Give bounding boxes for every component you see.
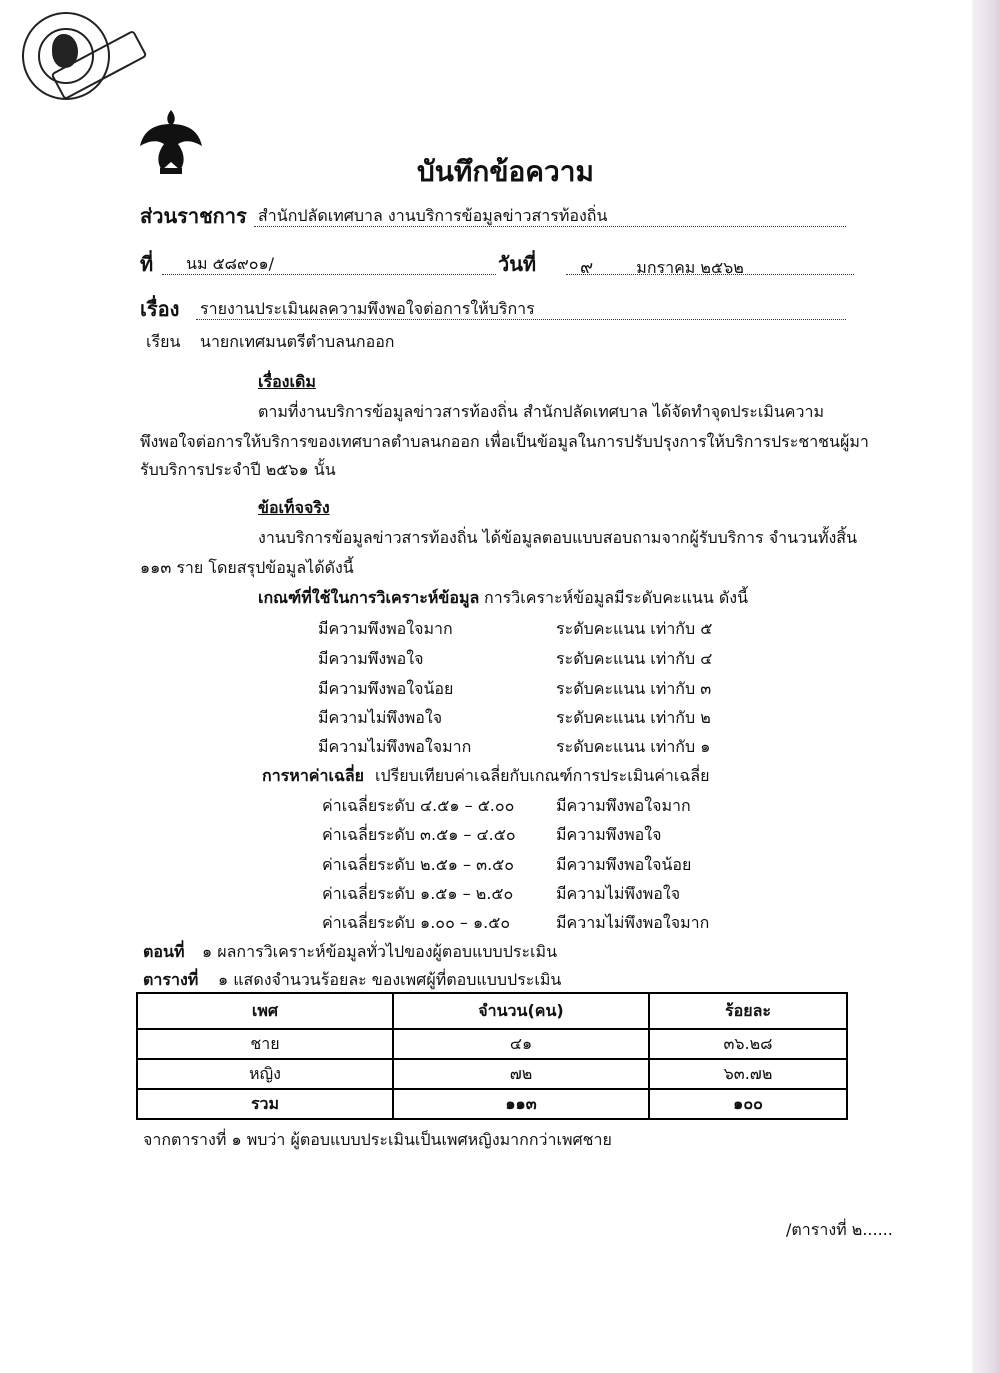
table-row (137, 1029, 847, 1059)
average-text: เปรียบเทียบค่าเฉลี่ยกับเกณฑ์การประเมินค่าเฉลี่ย (375, 766, 710, 785)
average-range: ค่าเฉลี่ยระดับ ๓.๕๑ – ๔.๕๐ (322, 825, 516, 844)
table-cell: ๑๐๐ (649, 1089, 847, 1119)
part1-label: ตอนที่ (143, 942, 185, 961)
table-header: เพศ (137, 993, 393, 1029)
criteria-level-name: มีความพึงพอใจมาก (318, 619, 453, 638)
criteria-label: เกณฑ์ที่ใช้ในการวิเคราะห์ข้อมูล (258, 588, 480, 607)
table1-label: ตารางที่ (143, 970, 199, 989)
number-value: นม ๕๘๙๐๑/ (186, 254, 275, 273)
criteria-level-score: ระดับคะแนน เท่ากับ ๑ (556, 737, 711, 756)
subject-value: รายงานประเมินผลความพึงพอใจต่อการให้บริการ (200, 299, 535, 318)
table-cell: ๖๓.๗๒ (649, 1059, 847, 1089)
table-header: จำนวน(คน) (393, 993, 649, 1029)
average-range: ค่าเฉลี่ยระดับ ๑.๐๐ – ๑.๕๐ (322, 913, 511, 932)
average-meaning: มีความไม่พึงพอใจ (556, 884, 681, 903)
table-header-row (137, 993, 847, 1029)
facts-line-1: งานบริการข้อมูลข่าวสารท้องถิ่น ได้ข้อมูลตอบแบบสอบถามจากผู้รับบริการ จำนวนทั้งสิ้น (258, 528, 857, 547)
average-meaning: มีความพึงพอใจ (556, 825, 662, 844)
date-day: ๙ (580, 257, 594, 278)
date-label: วันที่ (498, 252, 537, 276)
table-cell: ชาย (137, 1029, 393, 1059)
criteria-text: การวิเคราะห์ข้อมูลมีระดับคะแนน ดังนี้ (484, 588, 749, 607)
criteria-level-name: มีความไม่พึงพอใจมาก (318, 737, 472, 756)
average-range: ค่าเฉลี่ยระดับ ๑.๕๑ – ๒.๕๐ (322, 884, 514, 903)
subject-label: เรื่อง (140, 297, 180, 321)
table-cell: ๑๑๓ (393, 1089, 649, 1119)
continued-marker: /ตารางที่ ๒...... (786, 1220, 893, 1239)
average-label: การหาค่าเฉลี่ย (262, 766, 365, 785)
average-range: ค่าเฉลี่ยระดับ ๔.๕๑ – ๕.๐๐ (322, 796, 515, 815)
table-header: ร้อยละ (649, 993, 847, 1029)
number-field (162, 252, 496, 275)
table-cell: หญิง (137, 1059, 393, 1089)
table-cell: ๔๑ (393, 1029, 649, 1059)
average-meaning: มีความพึงพอใจมาก (556, 796, 691, 815)
facts-line-2: ๑๑๓ ราย โดยสรุปข้อมูลได้ดังนี้ (140, 558, 354, 577)
garuda-emblem-icon (136, 106, 206, 178)
table-cell: รวม (137, 1089, 393, 1119)
date-month-year: มกราคม ๒๕๖๒ (636, 258, 744, 277)
page-edge-shadow (972, 0, 1000, 1373)
average-meaning: มีความไม่พึงพอใจมาก (556, 913, 710, 932)
dept-value: สำนักปลัดเทศบาล งานบริการข้อมูลข่าวสารท้องถิ่น (258, 206, 608, 225)
facts-heading: ข้อเท็จจริง (258, 498, 330, 517)
table-cell: ๓๖.๒๘ (649, 1029, 847, 1059)
memo-title: บันทึกข้อความ (417, 155, 594, 188)
table-cell: ๗๒ (393, 1059, 649, 1089)
criteria-level-score: ระดับคะแนน เท่ากับ ๒ (556, 708, 711, 727)
average-meaning: มีความพึงพอใจน้อย (556, 855, 692, 874)
background-line-3: รับบริการประจำปี ๒๕๖๑ นั้น (140, 460, 336, 479)
to-label: เรียน (146, 332, 181, 351)
table1-caption: ๑ แสดงจำนวนร้อยละ ของเพศผู้ที่ตอบแบบประเมิน (218, 970, 562, 989)
average-range: ค่าเฉลี่ยระดับ ๒.๕๑ – ๓.๕๐ (322, 855, 515, 874)
part1-text: ๑ ผลการวิเคราะห์ข้อมูลทั่วไปของผู้ตอบแบบประเมิน (202, 942, 558, 961)
background-heading: เรื่องเดิม (258, 372, 316, 391)
date-field (566, 252, 854, 278)
criteria-level-score: ระดับคะแนน เท่ากับ ๕ (556, 619, 713, 638)
background-line-1: ตามที่งานบริการข้อมูลข่าวสารท้องถิ่น สำนักปลัดเทศบาล ได้จัดทำจุดประเมินความ (258, 402, 824, 421)
dept-label: ส่วนราชการ (140, 204, 247, 228)
table1-note: จากตารางที่ ๑ พบว่า ผู้ตอบแบบประเมินเป็นเพศหญิงมากกว่าเพศชาย (143, 1130, 612, 1149)
criteria-level-score: ระดับคะแนน เท่ากับ ๓ (556, 679, 712, 698)
dept-field (254, 204, 846, 227)
subject-field (196, 297, 846, 320)
criteria-level-name: มีความไม่พึงพอใจ (318, 708, 443, 727)
to-value: นายกเทศมนตรีตำบลนกออก (200, 332, 395, 351)
criteria-level-name: มีความพึงพอใจ (318, 649, 424, 668)
gender-table (136, 992, 848, 1120)
criteria-level-score: ระดับคะแนน เท่ากับ ๔ (556, 649, 713, 668)
table-total-row (137, 1089, 847, 1119)
number-label: ที่ (140, 252, 154, 276)
table-row (137, 1059, 847, 1089)
background-line-2: พึงพอใจต่อการให้บริการของเทศบาลตำบลนกออก เพื่อเป็นข้อมูลในการปรับปรุงการให้บริการประชาชนผู้มา (140, 432, 869, 451)
criteria-level-name: มีความพึงพอใจน้อย (318, 679, 454, 698)
